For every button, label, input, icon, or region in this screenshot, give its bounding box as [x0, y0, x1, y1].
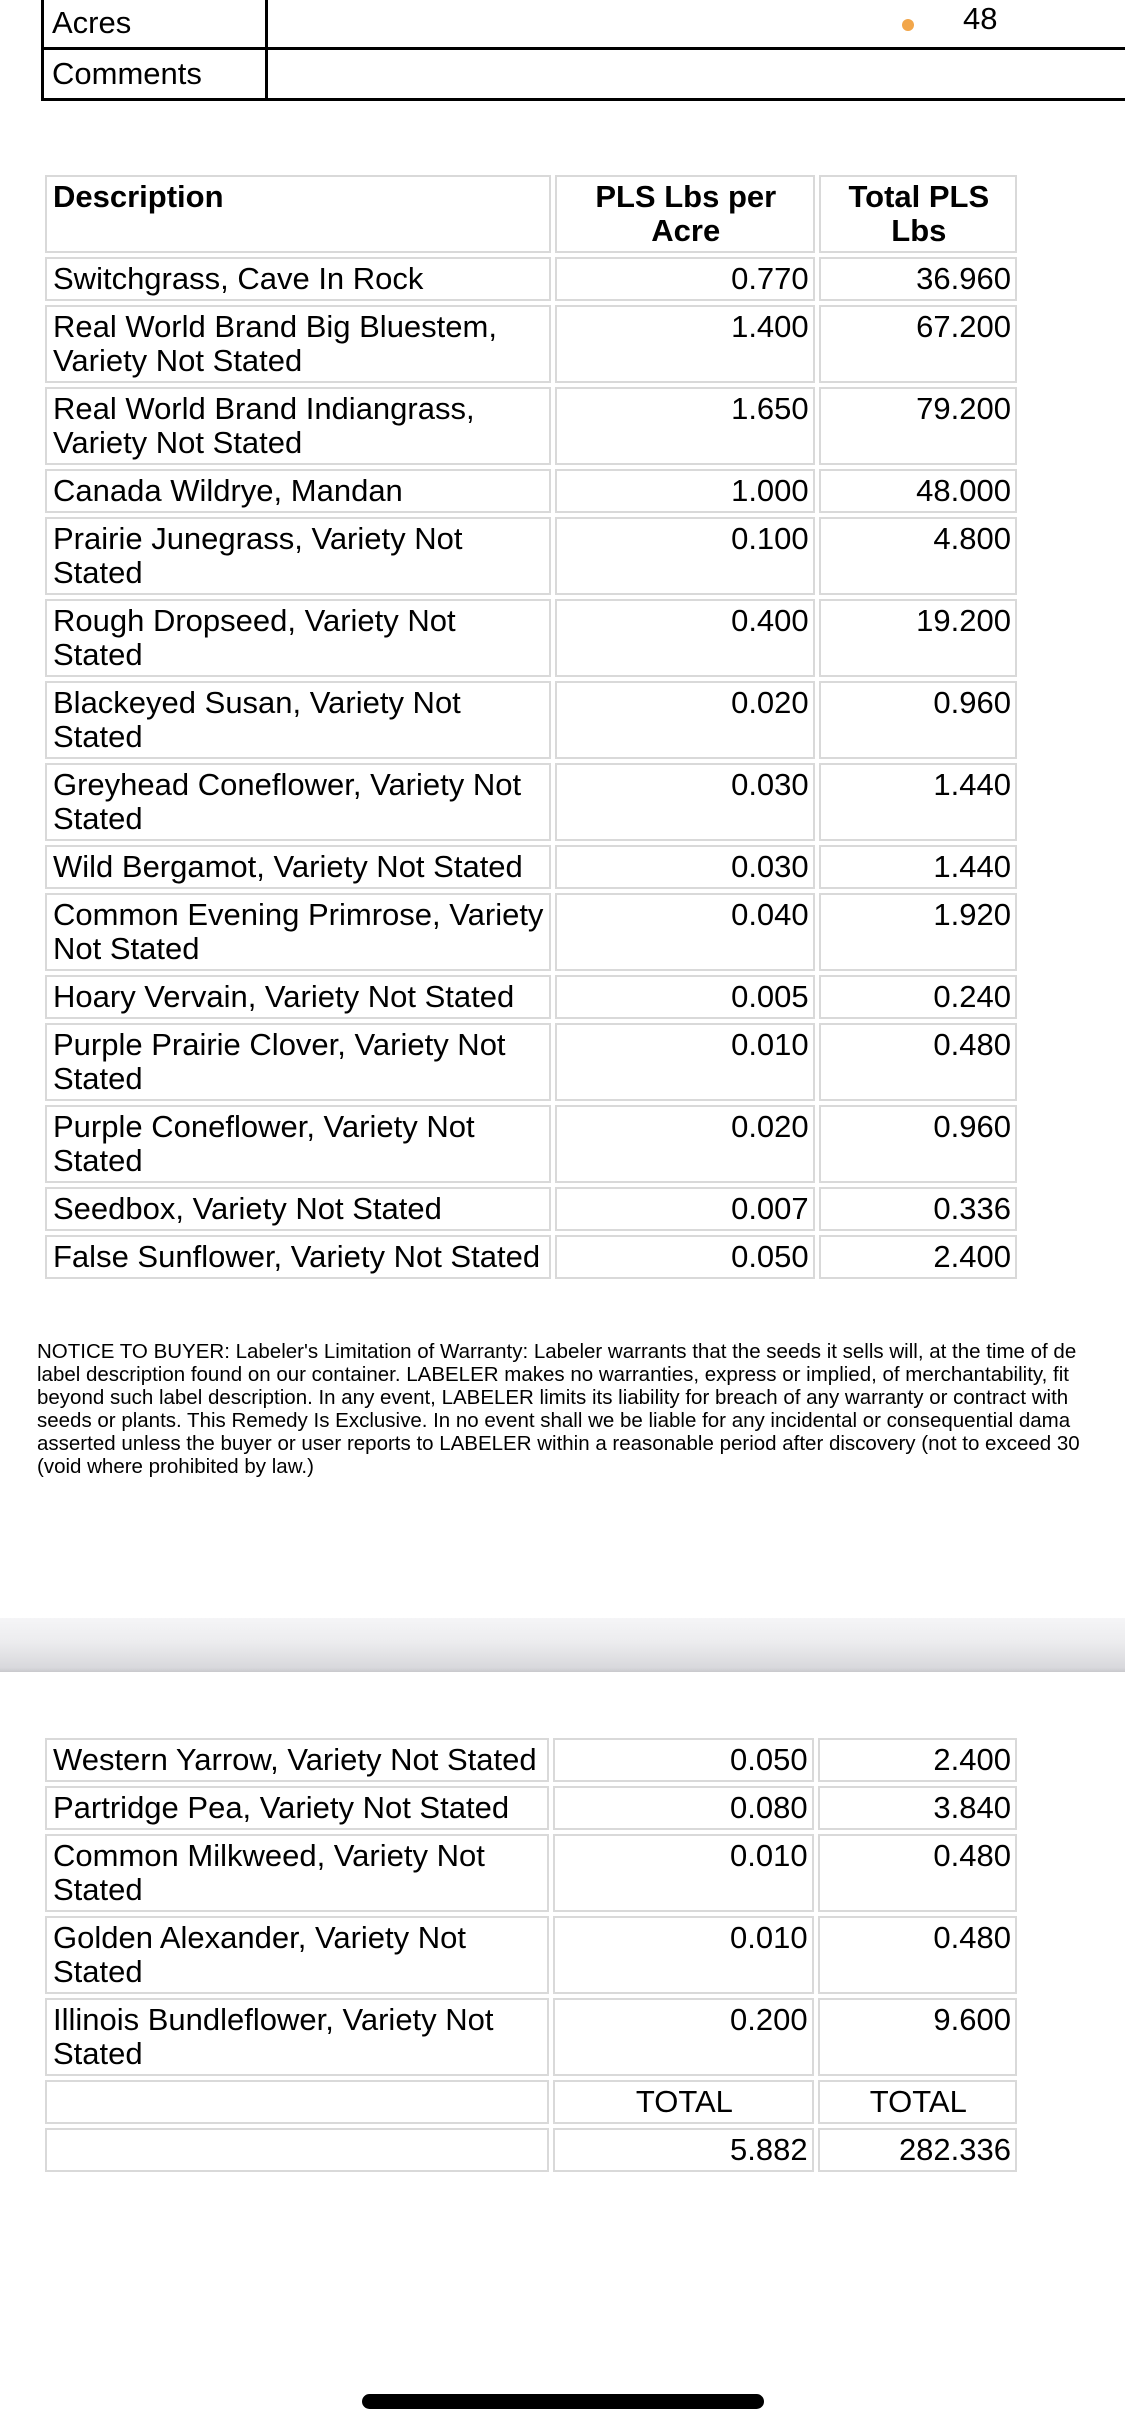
cell-total-pls: 1.440 — [819, 845, 1017, 889]
cell-pls-per-acre: 0.200 — [553, 1998, 813, 2076]
header-description: Description — [45, 175, 551, 253]
table-row — [45, 1786, 1017, 1830]
cell-description: False Sunflower, Variety Not Stated — [45, 1235, 551, 1279]
cell-pls-per-acre: 0.400 — [555, 599, 815, 677]
info-row-comments — [43, 49, 1125, 100]
cell-description: Hoary Vervain, Variety Not Stated — [45, 975, 551, 1019]
header-total-pls-lbs: Total PLS Lbs — [819, 175, 1017, 253]
cell-pls-per-acre: 0.007 — [555, 1187, 815, 1231]
table-row — [45, 893, 1017, 971]
table-row — [45, 1834, 1017, 1912]
cell-description: Greyhead Coneflower, Variety Not Stated — [45, 763, 551, 841]
total-value-total-pls: 282.336 — [818, 2128, 1017, 2172]
table-header-row — [45, 175, 1017, 253]
cell-total-pls: 2.400 — [819, 1235, 1017, 1279]
info-value-acres-cell — [267, 0, 1125, 49]
cell-pls-per-acre: 1.650 — [555, 387, 815, 465]
header-pls-lbs-per-acre: PLS Lbs per Acre — [555, 175, 815, 253]
cell-total-pls: 0.480 — [819, 1023, 1017, 1101]
cell-pls-per-acre: 1.000 — [555, 469, 815, 513]
cell-empty — [45, 2080, 549, 2124]
info-value-comments — [267, 49, 1125, 100]
table-row — [45, 1023, 1017, 1101]
total-label-pls-per-acre: TOTAL — [553, 2080, 813, 2124]
cell-pls-per-acre: 0.040 — [555, 893, 815, 971]
warranty-notice — [37, 1340, 1125, 1478]
cell-description: Switchgrass, Cave In Rock — [45, 257, 551, 301]
cell-total-pls: 0.480 — [818, 1834, 1017, 1912]
cell-description: Western Yarrow, Variety Not Stated — [45, 1738, 549, 1782]
cell-description: Rough Dropseed, Variety Not Stated — [45, 599, 551, 677]
cell-total-pls: 1.920 — [819, 893, 1017, 971]
table-row — [45, 305, 1017, 383]
cell-total-pls: 19.200 — [819, 599, 1017, 677]
cell-pls-per-acre: 0.770 — [555, 257, 815, 301]
table-row — [45, 517, 1017, 595]
cell-description: Canada Wildrye, Mandan — [45, 469, 551, 513]
table-row — [45, 975, 1017, 1019]
cell-total-pls: 4.800 — [819, 517, 1017, 595]
table-row — [45, 763, 1017, 841]
notice-line: asserted unless the buyer or user reports to LABELER within a reasonable period after discovery (not to exceed 30 — [37, 1432, 1080, 1455]
cell-pls-per-acre: 0.005 — [555, 975, 815, 1019]
total-value-row — [45, 2128, 1017, 2172]
cell-description: Partridge Pea, Variety Not Stated — [45, 1786, 549, 1830]
notice-line: label description found on our container. LABELER makes no warranties, express or implied, of merchantability, fit — [37, 1363, 1069, 1386]
table-row — [45, 387, 1017, 465]
table-row — [45, 599, 1017, 677]
notice-line: beyond such label description. In any event, LABELER limits its liability for breach of any warranty or contract with — [37, 1386, 1069, 1409]
cell-description: Blackeyed Susan, Variety Not Stated — [45, 681, 551, 759]
cell-total-pls: 67.200 — [819, 305, 1017, 383]
cell-pls-per-acre: 1.400 — [555, 305, 815, 383]
cell-description: Purple Coneflower, Variety Not Stated — [45, 1105, 551, 1183]
cell-total-pls: 48.000 — [819, 469, 1017, 513]
cell-total-pls: 9.600 — [818, 1998, 1017, 2076]
page-break-separator — [0, 1618, 1125, 1672]
seed-mix-table-continued — [41, 1734, 1021, 2176]
cell-total-pls: 1.440 — [819, 763, 1017, 841]
cell-pls-per-acre: 0.020 — [555, 1105, 815, 1183]
cell-total-pls: 2.400 — [818, 1738, 1017, 1782]
info-label-acres: Acres — [43, 0, 267, 49]
cell-total-pls: 0.960 — [819, 1105, 1017, 1183]
cell-description: Common Milkweed, Variety Not Stated — [45, 1834, 549, 1912]
notice-line: (void where prohibited by law.) — [37, 1455, 314, 1478]
cell-pls-per-acre: 0.020 — [555, 681, 815, 759]
cell-total-pls: 0.480 — [818, 1916, 1017, 1994]
cell-pls-per-acre: 0.030 — [555, 763, 815, 841]
cell-pls-per-acre: 0.100 — [555, 517, 815, 595]
cell-pls-per-acre: 0.030 — [555, 845, 815, 889]
table-row — [45, 1998, 1017, 2076]
cell-total-pls: 0.336 — [819, 1187, 1017, 1231]
cell-description: Seedbox, Variety Not Stated — [45, 1187, 551, 1231]
table-row — [45, 469, 1017, 513]
status-dot-icon — [902, 19, 914, 31]
cell-description: Common Evening Primrose, Variety Not Stated — [45, 893, 551, 971]
cell-total-pls: 0.240 — [819, 975, 1017, 1019]
cell-description: Real World Brand Indiangrass, Variety Not Stated — [45, 387, 551, 465]
cell-empty — [45, 2128, 549, 2172]
cell-pls-per-acre: 0.050 — [555, 1235, 815, 1279]
cell-total-pls: 3.840 — [818, 1786, 1017, 1830]
cell-description: Golden Alexander, Variety Not Stated — [45, 1916, 549, 1994]
info-value-acres: 48 — [963, 1, 998, 36]
info-label-comments: Comments — [43, 49, 267, 100]
cell-description: Real World Brand Big Bluestem, Variety Not Stated — [45, 305, 551, 383]
table-row — [45, 845, 1017, 889]
cell-pls-per-acre: 0.010 — [555, 1023, 815, 1101]
info-table — [41, 0, 1125, 101]
notice-line: NOTICE TO BUYER: Labeler's Limitation of Warranty: Labeler warrants that the seeds it sells will, at the time of de — [37, 1340, 1077, 1363]
total-value-pls-per-acre: 5.882 — [553, 2128, 813, 2172]
table-row — [45, 257, 1017, 301]
cell-total-pls: 36.960 — [819, 257, 1017, 301]
cell-description: Illinois Bundleflower, Variety Not Stated — [45, 1998, 549, 2076]
cell-pls-per-acre: 0.050 — [553, 1738, 813, 1782]
cell-description: Purple Prairie Clover, Variety Not Stated — [45, 1023, 551, 1101]
info-row-acres — [43, 0, 1125, 49]
total-label-total-pls: TOTAL — [818, 2080, 1017, 2124]
cell-description: Prairie Junegrass, Variety Not Stated — [45, 517, 551, 595]
cell-pls-per-acre: 0.010 — [553, 1834, 813, 1912]
cell-pls-per-acre: 0.080 — [553, 1786, 813, 1830]
notice-line: seeds or plants. This Remedy Is Exclusive. In no event shall we be liable for any incidental or consequential dama — [37, 1409, 1071, 1432]
cell-total-pls: 0.960 — [819, 681, 1017, 759]
table-row — [45, 1187, 1017, 1231]
table-row — [45, 681, 1017, 759]
total-label-row — [45, 2080, 1017, 2124]
cell-pls-per-acre: 0.010 — [553, 1916, 813, 1994]
table-row — [45, 1235, 1017, 1279]
table-row — [45, 1105, 1017, 1183]
home-indicator[interactable] — [362, 2394, 764, 2409]
cell-description: Wild Bergamot, Variety Not Stated — [45, 845, 551, 889]
cell-total-pls: 79.200 — [819, 387, 1017, 465]
table-row — [45, 1916, 1017, 1994]
seed-mix-table — [41, 171, 1021, 1283]
table-row — [45, 1738, 1017, 1782]
